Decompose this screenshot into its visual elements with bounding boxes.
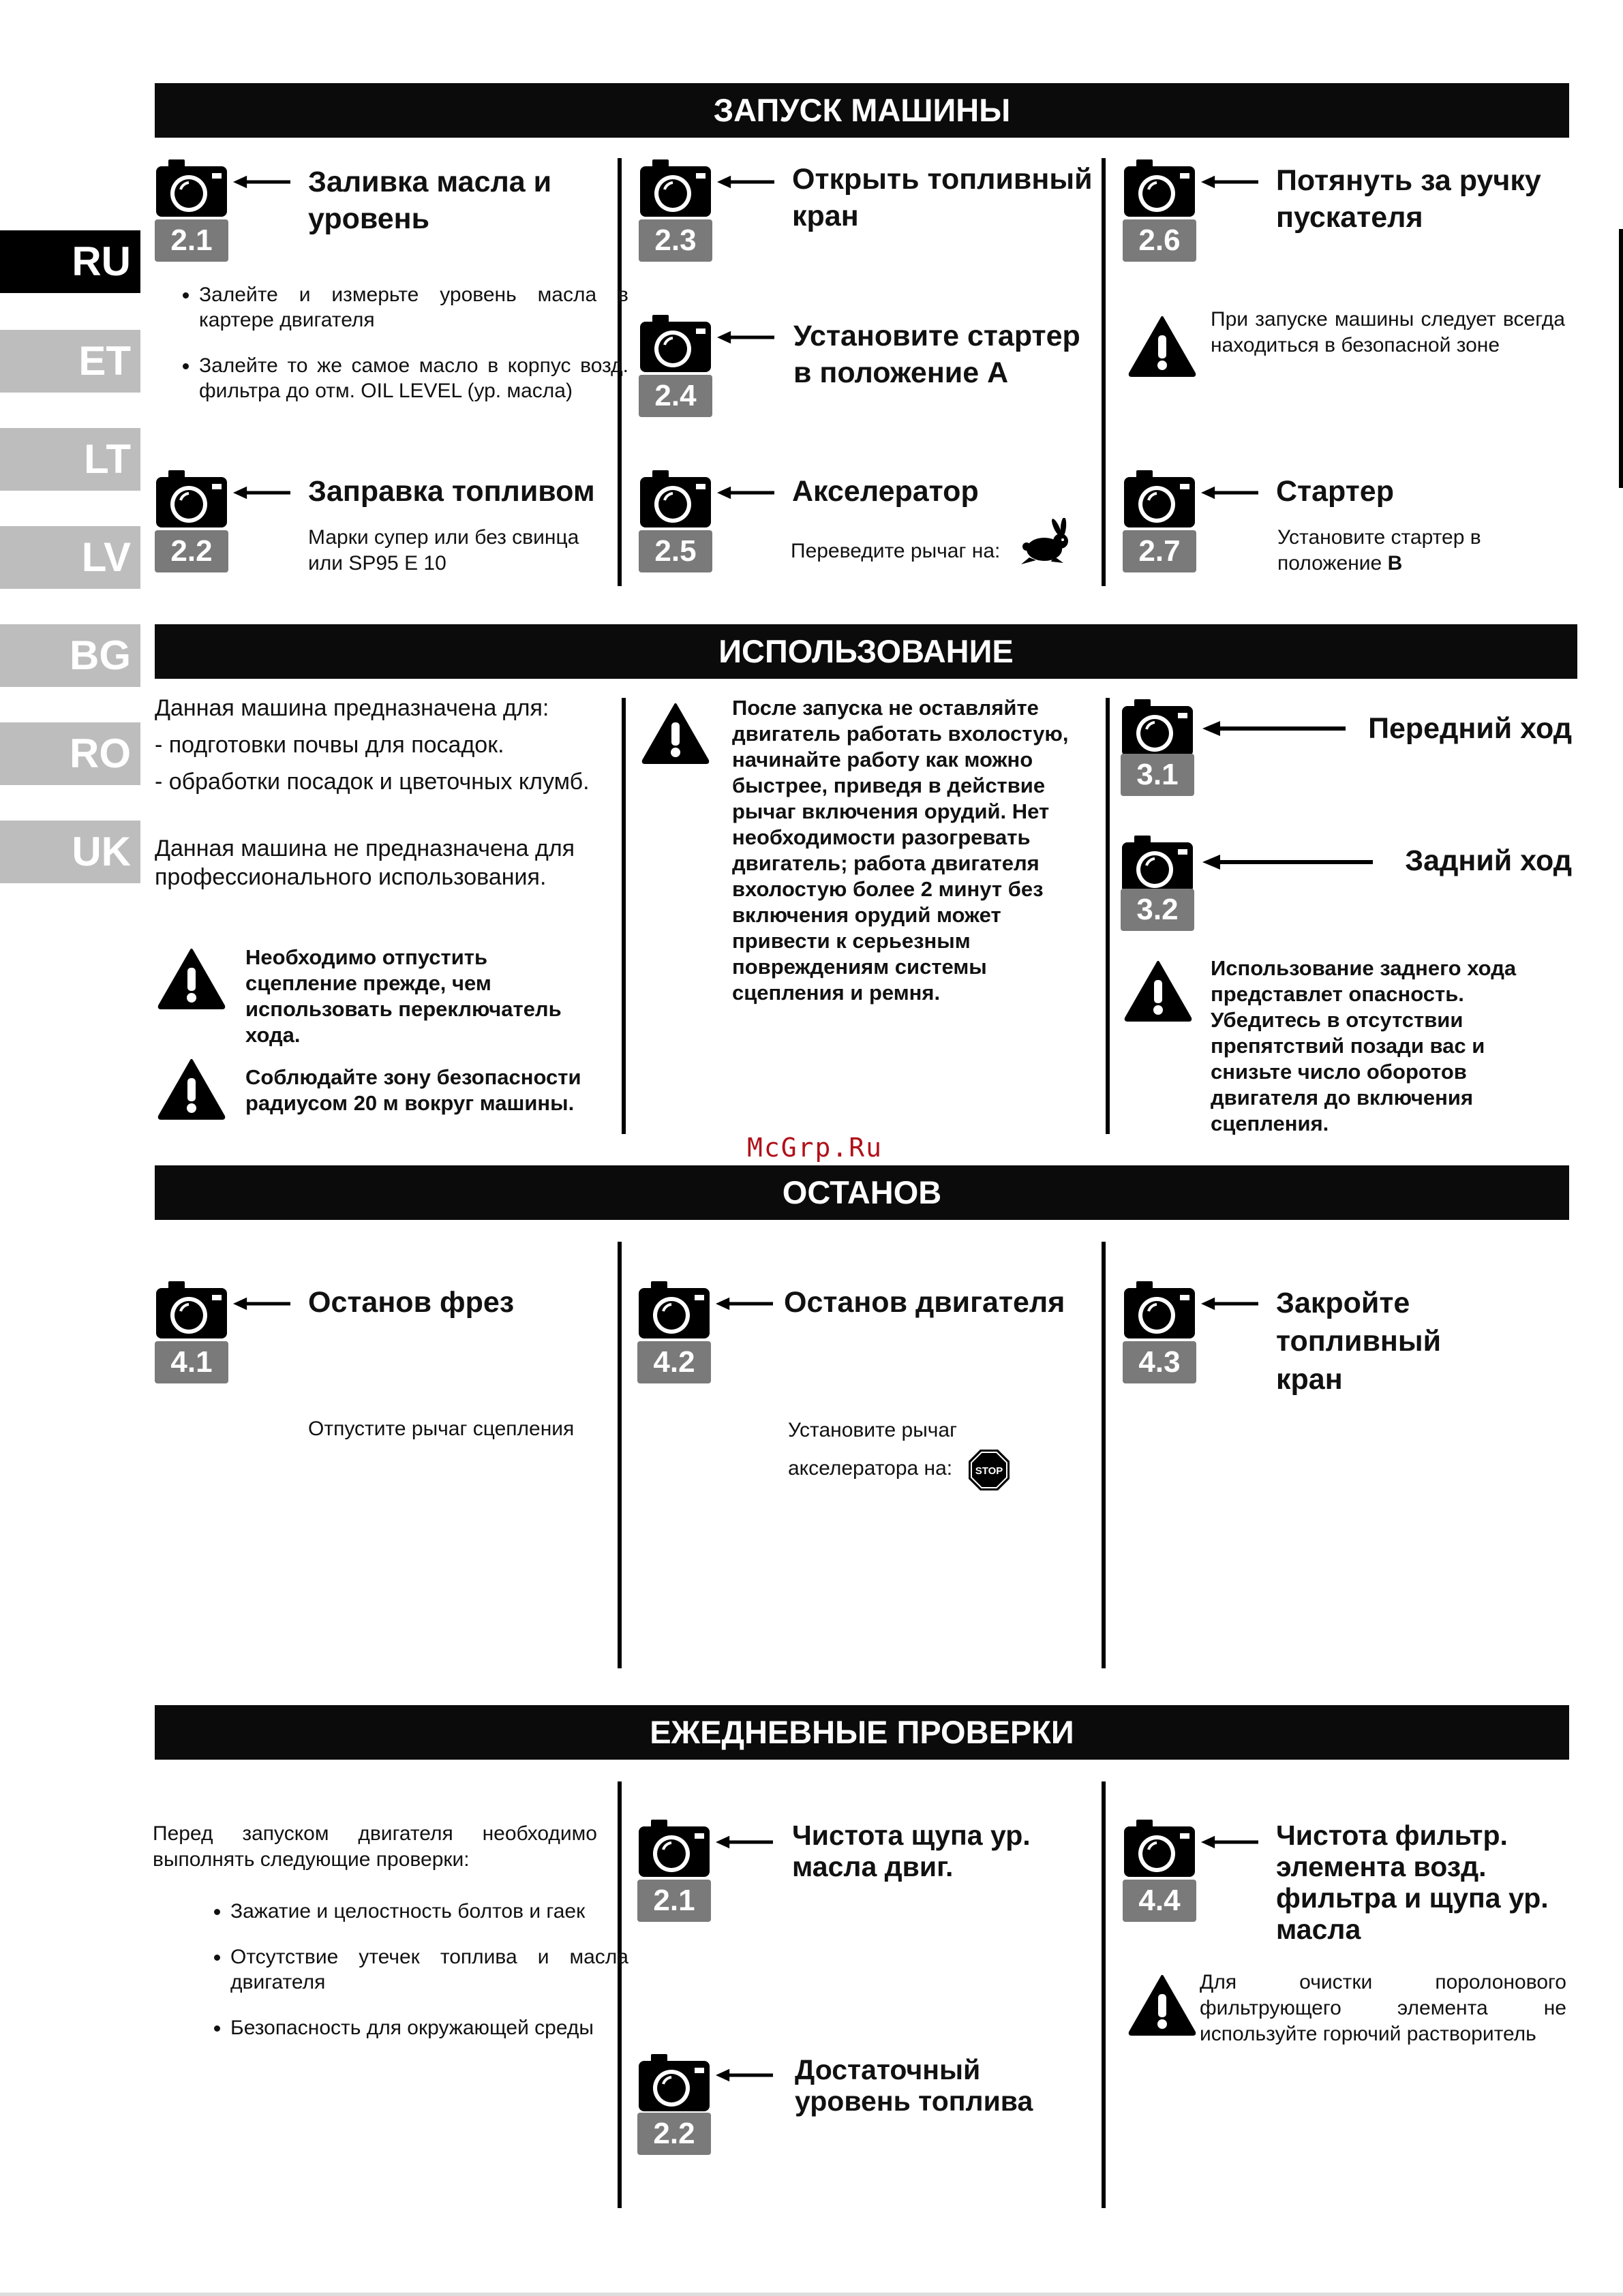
list-item: • Залейте и измерьте уровень масла в картере двигателя [199, 282, 628, 333]
warning-text: После запуска не оставляйте двигатель работать вхолостую, начинайте работу как можно быстрее, приведя в действие рычаг включения орудий. Нет необходимости разогревать двигатель; работа двигателя вхолостую более 2 минут без включения орудий может привести к серьезным повреждениям системы сцепления и ремня. [732, 696, 1069, 1005]
list-item: • Безопасность для окружающей среды [230, 2015, 628, 2040]
tab-ro[interactable]: RO [0, 722, 140, 785]
arrow-left-icon [717, 484, 774, 502]
warning-text: При запуске машины следует всегда находиться в безопасной зоне [1211, 308, 1565, 356]
step-badge: 2.3 [639, 219, 712, 262]
column-divider [1102, 158, 1106, 586]
step-title: Открыть топливный кран [792, 163, 1093, 232]
step-badge: 4.2 [637, 1341, 711, 1383]
camera-icon [1121, 834, 1194, 896]
step-badge: 2.1 [637, 1880, 711, 1922]
tab-lt[interactable]: LT [0, 428, 140, 491]
arrow-left-icon [716, 1295, 773, 1313]
step-title: Закройте топливный кран [1276, 1287, 1442, 1396]
step-title: Акселератор [792, 475, 979, 508]
step-badge: 2.2 [155, 530, 228, 572]
tab-uk[interactable]: UK [0, 821, 140, 883]
step-badge: 3.2 [1121, 889, 1194, 931]
arrow-left-icon [1201, 484, 1258, 502]
arrow-left-icon [1201, 1295, 1258, 1313]
arrow-left-icon [1202, 720, 1346, 737]
camera-icon [155, 158, 228, 219]
arrow-left-icon [716, 2066, 773, 2084]
section-banner-stop: ОСТАНОВ [155, 1165, 1569, 1220]
tab-lv[interactable]: LV [0, 526, 140, 589]
column-divider [1102, 1781, 1106, 2208]
camera-icon [155, 469, 228, 530]
camera-icon [637, 1818, 711, 1880]
rabbit-icon [1016, 518, 1072, 567]
step-title: Останов двигателя [784, 1286, 1065, 1319]
step-text: Отпустите рычаг сцепления [308, 1418, 575, 1440]
use-not-for: Данная машина не предназначена для профессионального использования. [155, 836, 575, 890]
camera-icon [1123, 1280, 1196, 1341]
arrow-left-icon [233, 484, 290, 502]
camera-icon [639, 313, 712, 375]
arrow-left-icon [1201, 1833, 1258, 1851]
step-badge: 2.5 [639, 530, 712, 572]
tab-et[interactable]: ET [0, 330, 140, 393]
step-text: Переведите рычаг на: [791, 540, 1001, 562]
step-badge: 2.1 [155, 219, 228, 262]
use-item: - подготовки почвы для посадок. [155, 732, 504, 758]
step-title: Потянуть за ручку пускателя [1276, 164, 1541, 234]
right-edge-mark [1619, 229, 1623, 488]
use-intro: Данная машина предназначена для: [155, 695, 549, 721]
step-text [1277, 525, 1550, 577]
section-banner-daily: ЕЖЕДНЕВНЫЕ ПРОВЕРКИ [155, 1705, 1569, 1760]
warning-icon [1127, 315, 1197, 378]
column-divider [622, 698, 626, 1134]
warning-icon [1127, 1974, 1197, 2036]
warning-text: Необходимо отпустить сцепление прежде, чем использовать переключатель хода. [245, 945, 562, 1047]
stop-sign-label: STOP [975, 1465, 1003, 1477]
tab-bg[interactable]: BG [0, 624, 140, 687]
step-title: Передний ход [1368, 712, 1572, 745]
section-banner-use: ИСПОЛЬЗОВАНИЕ [155, 624, 1577, 679]
oil-bullets [169, 282, 628, 424]
step-badge: 4.4 [1123, 1880, 1196, 1922]
camera-icon [1123, 469, 1196, 530]
watermark: McGrp.Ru [747, 1133, 883, 1163]
arrow-left-icon [1202, 853, 1373, 871]
camera-icon [637, 1280, 711, 1341]
step-text: акселератора на: [788, 1457, 953, 1480]
use-item: - обработки посадок и цветочных клумб. [155, 769, 590, 795]
list-item: • Зажатие и целостность болтов и гаек [230, 1899, 628, 1924]
step-title: Чистота фильтр. элемента возд. фильтра и щупа ур. масла [1276, 1820, 1549, 1945]
warning-text: Соблюдайте зону безопасности радиусом 20 м вокруг машины. [245, 1065, 581, 1115]
warning-icon [641, 702, 710, 765]
daily-intro: Перед запуском двигателя необходимо выполнять следующие проверки: [153, 1822, 597, 1871]
step-title: Чистота щупа ур. масла двиг. [792, 1820, 1031, 1882]
column-divider [1106, 698, 1110, 1134]
camera-icon [637, 2053, 711, 2114]
daily-bullets [199, 1899, 628, 2061]
warning-text: Использование заднего хода представлет опасность. Убедитесь в отсутствии препятствий позади вас и снизьте число оборотов двигателя до включения сцепления. [1211, 956, 1517, 1135]
camera-icon [1121, 698, 1194, 759]
arrow-left-icon [717, 328, 774, 346]
step-title: Задний ход [1405, 844, 1572, 877]
camera-icon [1123, 1818, 1196, 1880]
column-divider [618, 1242, 622, 1668]
camera-icon [639, 469, 712, 530]
step-title: Заправка топливом [308, 475, 595, 508]
page-bottom-edge [0, 2293, 1623, 2296]
step-title: Стартер [1276, 475, 1394, 508]
step-badge: 2.2 [637, 2113, 711, 2155]
list-item: • Залейте то же самое масло в корпус возд. фильтра до отм. OIL LEVEL (ур. масла) [199, 353, 628, 403]
warning-text: Для очистки поролонового фильтрующего элемента не используйте горючий растворитель [1200, 1971, 1566, 2045]
column-divider [1102, 1242, 1106, 1668]
tab-ru[interactable]: RU [0, 230, 140, 293]
step-badge: 2.4 [639, 375, 712, 417]
step-title: Достаточный уровень топлива [795, 2054, 1033, 2117]
arrow-left-icon [717, 173, 774, 191]
step-badge: 4.1 [155, 1341, 228, 1383]
step-text-part: Установите стартер в положение [1277, 526, 1481, 575]
stop-sign-icon [968, 1449, 1010, 1491]
step-badge: 2.6 [1123, 219, 1196, 262]
step-text: Марки супер или без свинца или SP95 E 10 [308, 526, 579, 575]
camera-icon [1123, 158, 1196, 219]
arrow-left-icon [233, 173, 290, 191]
section-banner-start: ЗАПУСК МАШИНЫ [155, 83, 1569, 138]
step-badge: 3.1 [1121, 754, 1194, 796]
camera-icon [155, 1280, 228, 1341]
step-title: Установите стартер в положение А [793, 320, 1080, 389]
step-badge: 2.7 [1123, 530, 1196, 572]
step-text-bold: B [1387, 552, 1403, 575]
step-title: Заливка масла и уровень [308, 166, 552, 235]
step-text: Установите рычаг [788, 1419, 958, 1441]
arrow-left-icon [716, 1833, 773, 1851]
arrow-left-icon [233, 1295, 290, 1313]
warning-icon [1123, 960, 1193, 1022]
warning-icon [157, 947, 226, 1010]
list-item: • Отсутствие утечек топлива и масла двигателя [230, 1944, 628, 1995]
warning-icon [157, 1058, 226, 1120]
step-badge: 4.3 [1123, 1341, 1196, 1383]
camera-icon [639, 158, 712, 219]
arrow-left-icon [1201, 173, 1258, 191]
step-title: Останов фрез [308, 1286, 515, 1319]
